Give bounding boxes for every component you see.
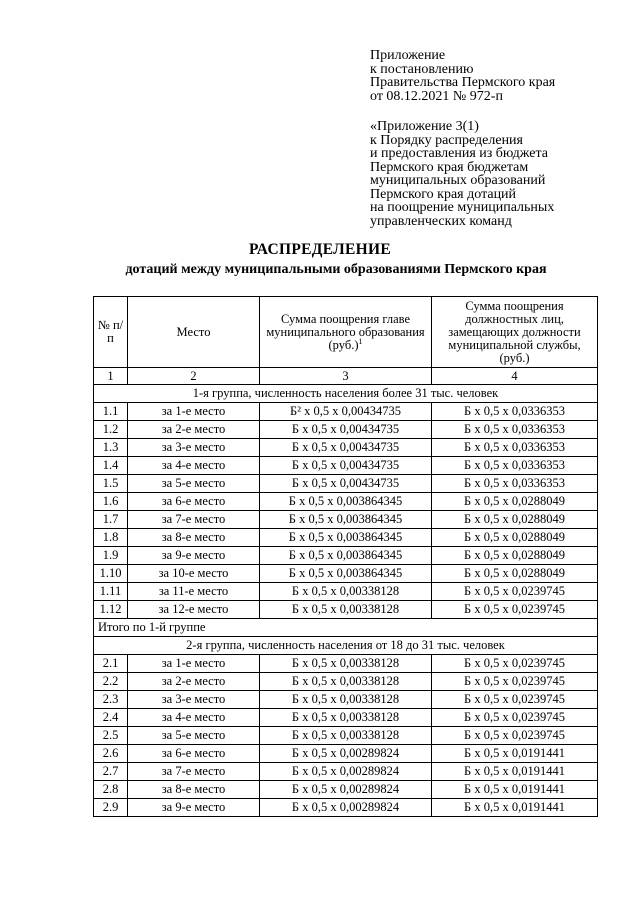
row-number: 1.10 — [94, 565, 128, 583]
row-place: за 2-е место — [128, 421, 260, 439]
row-number: 1.5 — [94, 475, 128, 493]
column-number: 4 — [432, 368, 598, 385]
table-header-row — [94, 297, 598, 368]
column-number: 2 — [128, 368, 260, 385]
header-line: Приложение — [370, 48, 446, 63]
row-head-formula: Б х 0,5 х 0,003864345 — [260, 493, 432, 511]
row-place: за 7-е место — [128, 763, 260, 781]
header-line: от 08.12.2021 № 972-п — [370, 88, 503, 104]
column-number-row — [94, 368, 598, 385]
row-place: за 1-е место — [128, 403, 260, 421]
row-number: 1.6 — [94, 493, 128, 511]
row-officials-formula: Б х 0,5 х 0,0336353 — [432, 439, 598, 457]
row-head-formula: Б х 0,5 х 0,00434735 — [260, 439, 432, 457]
header-officials-sum: Сумма поощрения должностных лиц, замещающих должности муниципальной службы, (руб.) — [432, 297, 598, 368]
table-row — [94, 547, 598, 565]
row-officials-formula: Б х 0,5 х 0,0288049 — [432, 529, 598, 547]
table-row — [94, 421, 598, 439]
row-place: за 5-е место — [128, 727, 260, 745]
header-head-sum — [260, 297, 432, 368]
row-place: за 3-е место — [128, 691, 260, 709]
appendix-line: и предоставления из бюджета — [370, 146, 548, 161]
group-total-label: Итого по 1-й группе — [94, 619, 598, 637]
row-head-formula: Б х 0,5 х 0,00338128 — [260, 601, 432, 619]
group-1-total-row — [94, 619, 598, 637]
group-1-title-row — [94, 385, 598, 403]
group-2-title-row — [94, 637, 598, 655]
table-row — [94, 655, 598, 673]
row-head-formula: Б х 0,5 х 0,00289824 — [260, 745, 432, 763]
row-place: за 9-е место — [128, 547, 260, 565]
row-number: 2.5 — [94, 727, 128, 745]
row-officials-formula: Б х 0,5 х 0,0191441 — [432, 763, 598, 781]
row-number: 1.4 — [94, 457, 128, 475]
document-title: РАСПРЕДЕЛЕНИЕ — [249, 241, 391, 258]
table-row — [94, 799, 598, 817]
table-row — [94, 475, 598, 493]
row-officials-formula: Б х 0,5 х 0,0191441 — [432, 745, 598, 763]
header-line: Правительства Пермского края — [370, 75, 556, 90]
row-place: за 12-е место — [128, 601, 260, 619]
row-place: за 3-е место — [128, 439, 260, 457]
appendix-line: к Порядку распределения — [370, 132, 523, 148]
appendix-line: на поощрение муниципальных — [370, 200, 555, 215]
row-number: 2.4 — [94, 709, 128, 727]
table-row — [94, 403, 598, 421]
row-place: за 6-е место — [128, 745, 260, 763]
row-head-formula: Б х 0,5 х 0,00434735 — [260, 475, 432, 493]
row-number: 1.3 — [94, 439, 128, 457]
row-head-formula: Б х 0,5 х 0,003864345 — [260, 565, 432, 583]
table-row — [94, 565, 598, 583]
appendix-line: Пермского края бюджетам — [370, 159, 529, 175]
header-head-sum-text: Сумма поощрения главе муниципального образования (руб.) — [266, 311, 425, 352]
table-row — [94, 691, 598, 709]
row-number: 2.7 — [94, 763, 128, 781]
row-number: 2.1 — [94, 655, 128, 673]
appendix-line: муниципальных образований — [370, 173, 546, 188]
row-head-formula: Б х 0,5 х 0,00338128 — [260, 691, 432, 709]
group-title: 1-я группа, численность населения более 31 тыс. человек — [94, 385, 598, 403]
row-head-formula: Б² х 0,5 х 0,00434735 — [260, 403, 432, 421]
row-head-formula: Б х 0,5 х 0,003864345 — [260, 547, 432, 565]
row-number: 2.6 — [94, 745, 128, 763]
row-head-formula: Б х 0,5 х 0,00289824 — [260, 781, 432, 799]
row-head-formula: Б х 0,5 х 0,00434735 — [260, 421, 432, 439]
row-place: за 8-е место — [128, 529, 260, 547]
row-head-formula: Б х 0,5 х 0,003864345 — [260, 529, 432, 547]
table-row — [94, 583, 598, 601]
footnote-marker: 1 — [358, 336, 363, 346]
row-officials-formula: Б х 0,5 х 0,0239745 — [432, 691, 598, 709]
row-officials-formula: Б х 0,5 х 0,0288049 — [432, 565, 598, 583]
row-head-formula: Б х 0,5 х 0,00289824 — [260, 763, 432, 781]
appendix-line: Пермского края дотаций — [370, 186, 517, 202]
row-number: 2.8 — [94, 781, 128, 799]
row-number: 1.7 — [94, 511, 128, 529]
row-officials-formula: Б х 0,5 х 0,0239745 — [432, 673, 598, 691]
row-officials-formula: Б х 0,5 х 0,0288049 — [432, 493, 598, 511]
row-number: 1.1 — [94, 403, 128, 421]
table-row — [94, 763, 598, 781]
row-head-formula: Б х 0,5 х 0,00338128 — [260, 673, 432, 691]
row-officials-formula: Б х 0,5 х 0,0336353 — [432, 475, 598, 493]
table-row — [94, 745, 598, 763]
row-number: 1.9 — [94, 547, 128, 565]
row-head-formula: Б х 0,5 х 0,00338128 — [260, 727, 432, 745]
distribution-table — [93, 296, 598, 817]
row-officials-formula: Б х 0,5 х 0,0239745 — [432, 727, 598, 745]
table-row — [94, 673, 598, 691]
row-number: 1.2 — [94, 421, 128, 439]
table-row — [94, 709, 598, 727]
column-number: 1 — [94, 368, 128, 385]
header-line: к постановлению — [370, 61, 474, 77]
appendix-header — [370, 120, 554, 228]
row-place: за 1-е место — [128, 655, 260, 673]
header-num: № п/п — [94, 297, 128, 368]
row-officials-formula: Б х 0,5 х 0,0336353 — [432, 457, 598, 475]
row-officials-formula: Б х 0,5 х 0,0191441 — [432, 799, 598, 817]
row-officials-formula: Б х 0,5 х 0,0239745 — [432, 583, 598, 601]
table-row — [94, 601, 598, 619]
row-place: за 9-е место — [128, 799, 260, 817]
resolution-header — [370, 49, 555, 103]
row-place: за 6-е место — [128, 493, 260, 511]
table-row — [94, 511, 598, 529]
table-row — [94, 727, 598, 745]
row-number: 2.3 — [94, 691, 128, 709]
row-officials-formula: Б х 0,5 х 0,0239745 — [432, 709, 598, 727]
row-head-formula: Б х 0,5 х 0,003864345 — [260, 511, 432, 529]
row-number: 1.12 — [94, 601, 128, 619]
table-row — [94, 529, 598, 547]
row-place: за 2-е место — [128, 673, 260, 691]
row-head-formula: Б х 0,5 х 0,00434735 — [260, 457, 432, 475]
row-officials-formula: Б х 0,5 х 0,0239745 — [432, 601, 598, 619]
table-row — [94, 457, 598, 475]
table-row — [94, 781, 598, 799]
row-head-formula: Б х 0,5 х 0,00338128 — [260, 709, 432, 727]
table-row — [94, 439, 598, 457]
table-row — [94, 493, 598, 511]
appendix-line: управленческих команд — [370, 213, 512, 229]
row-officials-formula: Б х 0,5 х 0,0288049 — [432, 547, 598, 565]
row-head-formula: Б х 0,5 х 0,00338128 — [260, 583, 432, 601]
row-number: 1.11 — [94, 583, 128, 601]
row-officials-formula: Б х 0,5 х 0,0191441 — [432, 781, 598, 799]
group-title: 2-я группа, численность населения от 18 до 31 тыс. человек — [94, 637, 598, 655]
row-head-formula: Б х 0,5 х 0,00338128 — [260, 655, 432, 673]
row-place: за 4-е место — [128, 709, 260, 727]
row-place: за 10-е место — [128, 565, 260, 583]
row-number: 2.2 — [94, 673, 128, 691]
row-officials-formula: Б х 0,5 х 0,0336353 — [432, 421, 598, 439]
row-place: за 4-е место — [128, 457, 260, 475]
row-officials-formula: Б х 0,5 х 0,0239745 — [432, 655, 598, 673]
appendix-line: «Приложение 3(1) — [370, 119, 479, 134]
row-number: 2.9 — [94, 799, 128, 817]
column-number: 3 — [260, 368, 432, 385]
row-officials-formula: Б х 0,5 х 0,0288049 — [432, 511, 598, 529]
header-place: Место — [128, 297, 260, 368]
row-number: 1.8 — [94, 529, 128, 547]
row-place: за 7-е место — [128, 511, 260, 529]
row-officials-formula: Б х 0,5 х 0,0336353 — [432, 403, 598, 421]
row-place: за 5-е место — [128, 475, 260, 493]
row-head-formula: Б х 0,5 х 0,00289824 — [260, 799, 432, 817]
row-place: за 11-е место — [128, 583, 260, 601]
row-place: за 8-е место — [128, 781, 260, 799]
document-subtitle: дотаций между муниципальными образованиями Пермского края — [125, 262, 547, 277]
